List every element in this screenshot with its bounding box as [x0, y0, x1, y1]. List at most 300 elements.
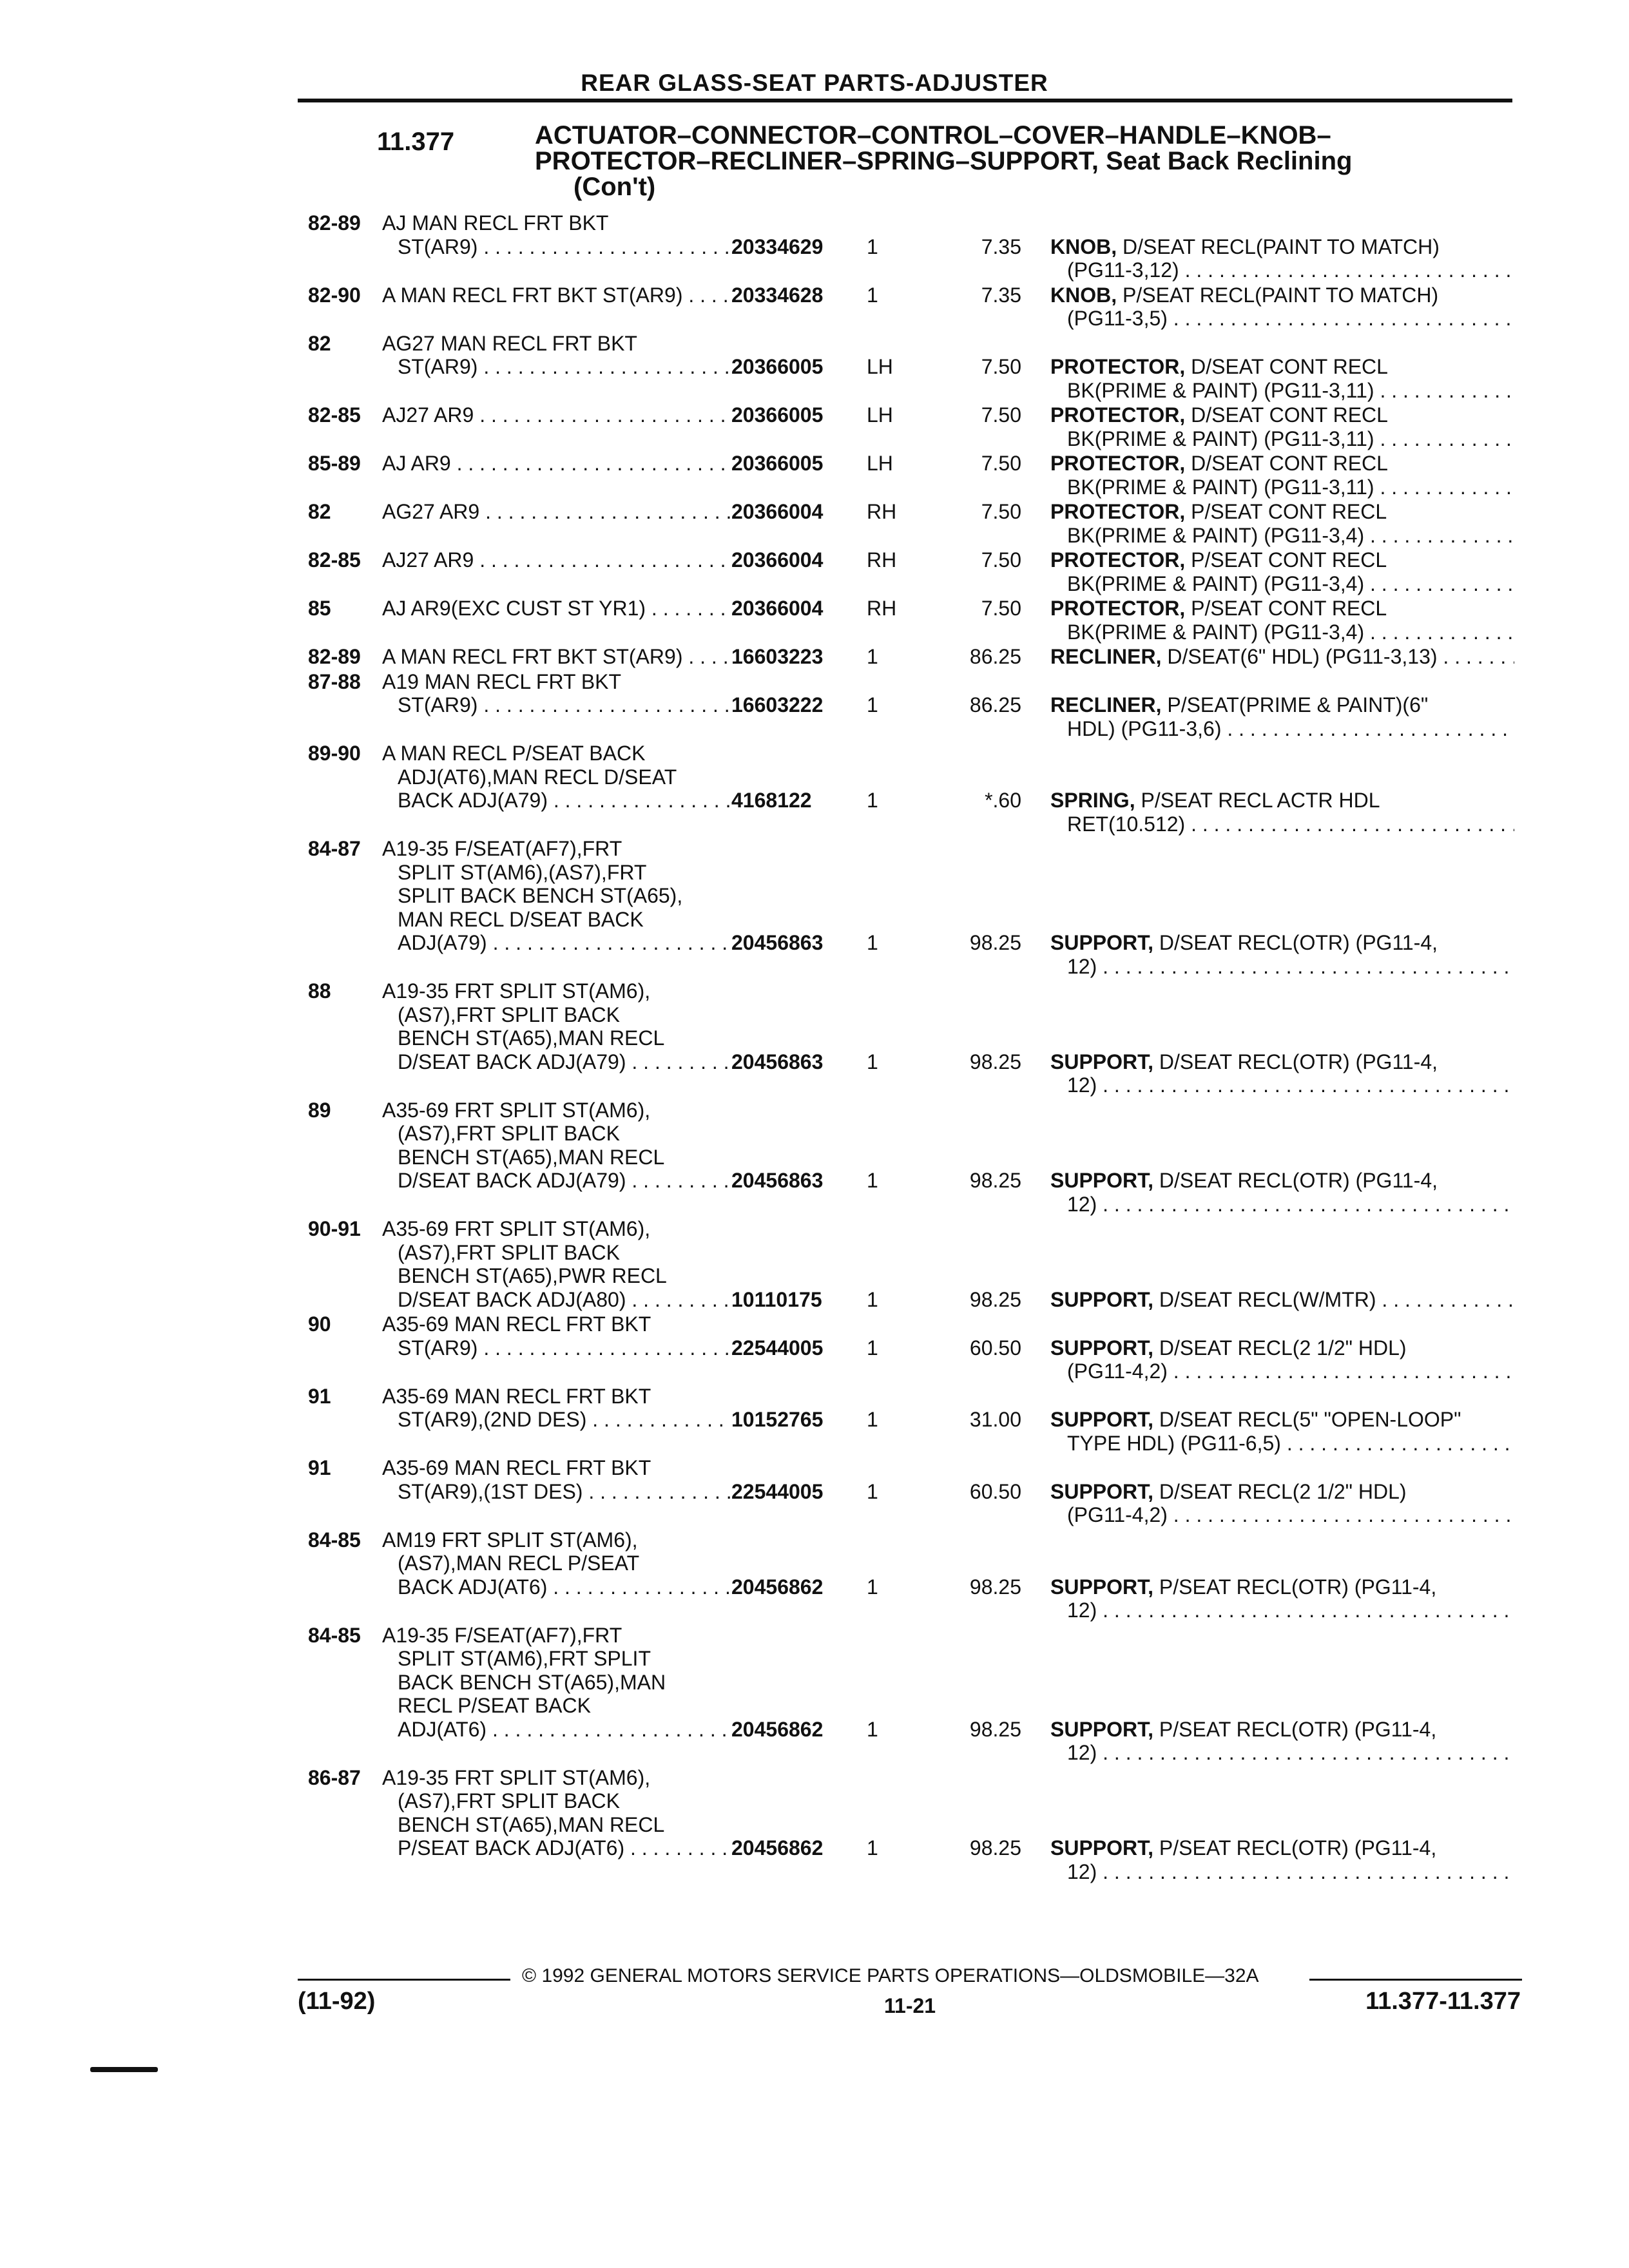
- part-description: [1050, 645, 1514, 669]
- quantity: RH: [867, 500, 897, 523]
- part-number: 22544005: [731, 1336, 824, 1360]
- part-description-line: [1050, 1193, 1514, 1216]
- part-detail: 12): [1067, 954, 1097, 978]
- part-description-line: [1050, 427, 1514, 451]
- description-line: ST(AR9),(2ND DES) . . .: [382, 1408, 730, 1432]
- quantity: 1: [867, 931, 878, 954]
- section-number: 11.377: [377, 128, 455, 156]
- description-line: SPLIT ST(AM6),FRT SPLIT: [398, 1647, 651, 1670]
- part-detail: D/SEAT CONT RECL: [1191, 452, 1388, 475]
- part-detail: P/SEAT RECL(OTR) (PG11-4,: [1159, 1836, 1437, 1860]
- part-detail: P/SEAT CONT RECL: [1191, 548, 1387, 572]
- part-name: SUPPORT,: [1050, 931, 1154, 954]
- part-detail: D/SEAT CONT RECL: [1191, 403, 1388, 427]
- part-detail: (PG11-3,12): [1067, 258, 1179, 282]
- description-line: ST(AR9),(1ST DES) . . .: [382, 1480, 730, 1504]
- price: 7.35: [981, 235, 1021, 258]
- part-description-line: [1050, 1050, 1514, 1074]
- part-description: [1050, 452, 1514, 499]
- price: 7.50: [981, 355, 1021, 378]
- table-row: [0, 1312, 1629, 1385]
- price: *.60: [985, 789, 1021, 812]
- part-name: SUPPORT,: [1050, 1575, 1154, 1599]
- table-row: [0, 1456, 1629, 1528]
- model-years: 89: [308, 1098, 331, 1122]
- footer-date: (11-92): [298, 1988, 376, 2015]
- part-detail: BK(PRIME & PAINT) (PG11-3,4): [1067, 572, 1365, 595]
- description-line: ST(AR9) . . .: [382, 355, 730, 379]
- part-description: [1050, 284, 1514, 331]
- part-description: [1050, 403, 1514, 450]
- model-years: 91: [308, 1456, 331, 1479]
- application-description: [382, 1312, 730, 1360]
- part-description-line: [1050, 258, 1514, 282]
- table-row: [0, 1766, 1629, 1885]
- description-line: SPLIT ST(AM6),(AS7),FRT: [398, 860, 647, 884]
- part-number: 4168122: [731, 789, 812, 812]
- part-description: [1050, 693, 1514, 740]
- description-line: ADJ(AT6),MAN RECL D/SEAT: [398, 765, 677, 789]
- model-years: 82: [308, 500, 331, 523]
- part-detail: HDL) (PG11-3,6): [1067, 716, 1222, 740]
- description-line: BENCH ST(A65),PWR RECL: [398, 1264, 667, 1287]
- model-years: 89-90: [308, 742, 361, 765]
- model-years: 86-87: [308, 1765, 361, 1789]
- table-row: [0, 645, 1629, 670]
- model-years: 82-89: [308, 211, 361, 235]
- application-description: [382, 332, 730, 379]
- section-title: [535, 122, 1501, 200]
- table-row: [0, 597, 1629, 645]
- part-description: [1050, 1050, 1514, 1097]
- part-number: 20366005: [731, 355, 824, 378]
- application-description: [382, 1766, 730, 1860]
- part-detail: 12): [1067, 1599, 1097, 1622]
- table-row: [0, 1217, 1629, 1312]
- application-description: [382, 211, 730, 258]
- part-number: 20334629: [731, 235, 824, 258]
- part-description-line: [1050, 1169, 1514, 1193]
- part-description: [1050, 1336, 1514, 1383]
- part-detail: D/SEAT RECL(W/MTR): [1159, 1287, 1376, 1311]
- footer-section-range: 11.377-11.377: [1365, 1988, 1521, 2015]
- description-line: (AS7),FRT SPLIT BACK: [398, 1122, 620, 1145]
- application-description: [382, 837, 730, 955]
- part-description-line: [1050, 1432, 1514, 1456]
- model-years: 84-85: [308, 1623, 361, 1647]
- part-description-line: [1050, 812, 1514, 836]
- description-line: ADJ(AT6) . . .: [382, 1718, 730, 1742]
- description-line: AM19 FRT SPLIT ST(AM6),: [382, 1528, 638, 1552]
- description-line: AJ AR9(EXC CUST ST YR1) . . .: [382, 597, 730, 620]
- part-detail: (PG11-4,2): [1067, 1360, 1168, 1383]
- quantity: 1: [867, 1575, 878, 1599]
- application-description: [382, 1528, 730, 1599]
- application-description: [382, 597, 730, 620]
- section-title-line: ACTUATOR–CONNECTOR–CONTROL–COVER–HANDLE–KNOB–: [535, 121, 1331, 149]
- price: 98.25: [969, 1836, 1021, 1860]
- table-row: [0, 1385, 1629, 1457]
- table-row: [0, 742, 1629, 837]
- part-description-line: [1050, 1836, 1514, 1860]
- part-detail: 12): [1067, 1192, 1097, 1216]
- quantity: RH: [867, 597, 897, 620]
- model-years: 82: [308, 331, 331, 355]
- parts-list: [0, 211, 1629, 1885]
- part-description-line: [1050, 789, 1514, 812]
- application-description: [382, 284, 730, 307]
- section-title-line: (Con't): [574, 173, 656, 201]
- quantity: 1: [867, 1836, 878, 1860]
- part-description: [1050, 1408, 1514, 1455]
- price: 98.25: [969, 1050, 1021, 1073]
- description-line: A MAN RECL FRT BKT ST(AR9) . . .: [382, 645, 730, 669]
- part-description-line: [1050, 1860, 1514, 1884]
- part-number: 20456862: [731, 1717, 824, 1741]
- model-years: 82-85: [308, 548, 361, 572]
- part-number: 20456863: [731, 931, 824, 954]
- part-detail: 12): [1067, 1741, 1097, 1764]
- description-line: (AS7),FRT SPLIT BACK: [398, 1240, 620, 1264]
- part-detail: P/SEAT RECL ACTR HDL: [1141, 789, 1380, 812]
- description-line: AJ27 AR9 . . .: [382, 548, 730, 572]
- price: 31.00: [969, 1408, 1021, 1431]
- part-description: [1050, 1288, 1514, 1312]
- part-description: [1050, 500, 1514, 547]
- table-row: [0, 211, 1629, 284]
- quantity: 1: [867, 1479, 878, 1503]
- part-detail: BK(PRIME & PAINT) (PG11-3,11): [1067, 475, 1374, 499]
- part-detail: D/SEAT RECL(OTR) (PG11-4,: [1159, 931, 1438, 954]
- part-detail: BK(PRIME & PAINT) (PG11-3,11): [1067, 378, 1374, 402]
- part-detail: P/SEAT RECL(OTR) (PG11-4,: [1159, 1575, 1437, 1599]
- description-line: A35-69 MAN RECL FRT BKT: [382, 1384, 651, 1408]
- application-description: [382, 548, 730, 572]
- part-detail: 12): [1067, 1860, 1097, 1883]
- part-detail: BK(PRIME & PAINT) (PG11-3,4): [1067, 620, 1365, 644]
- application-description: [382, 979, 730, 1073]
- part-description: [1050, 1480, 1514, 1527]
- model-years: 88: [308, 979, 331, 1003]
- part-detail: D/SEAT RECL(2 1/2" HDL): [1159, 1479, 1407, 1503]
- description-line: A19 MAN RECL FRT BKT: [382, 669, 622, 693]
- description-line: A19-35 FRT SPLIT ST(AM6),: [382, 979, 651, 1003]
- table-row: [0, 500, 1629, 548]
- description-line: A MAN RECL FRT BKT ST(AR9) . . .: [382, 284, 730, 307]
- part-name: PROTECTOR,: [1050, 452, 1186, 475]
- table-row: [0, 1099, 1629, 1218]
- part-name: SUPPORT,: [1050, 1169, 1154, 1192]
- price: 86.25: [969, 645, 1021, 668]
- part-number: 20456862: [731, 1836, 824, 1860]
- part-detail: P/SEAT RECL(PAINT TO MATCH): [1123, 283, 1439, 307]
- description-line: AJ MAN RECL FRT BKT: [382, 211, 609, 235]
- part-detail: (PG11-3,5): [1067, 307, 1168, 330]
- application-description: [382, 452, 730, 476]
- application-description: [382, 403, 730, 427]
- price: 7.50: [981, 403, 1021, 427]
- quantity: 1: [867, 1050, 878, 1073]
- part-description: [1050, 1575, 1514, 1622]
- part-number: 16603222: [731, 693, 824, 716]
- part-description-line: [1050, 1503, 1514, 1527]
- part-description-line: [1050, 548, 1514, 572]
- part-description-line: [1050, 476, 1514, 499]
- part-description-line: [1050, 1718, 1514, 1742]
- part-description-line: [1050, 1408, 1514, 1432]
- description-line: (AS7),FRT SPLIT BACK: [398, 1789, 620, 1812]
- description-line: ST(AR9) . . .: [382, 693, 730, 717]
- part-name: RECLINER,: [1050, 645, 1162, 668]
- price: 98.25: [969, 1287, 1021, 1311]
- model-years: 82-89: [308, 645, 361, 668]
- part-detail: D/SEAT CONT RECL: [1191, 355, 1388, 378]
- model-years: 85-89: [308, 452, 361, 475]
- description-line: A MAN RECL P/SEAT BACK: [382, 742, 646, 765]
- part-name: PROTECTOR,: [1050, 548, 1186, 572]
- part-description-line: [1050, 500, 1514, 524]
- application-description: [382, 500, 730, 524]
- part-number: 20334628: [731, 283, 824, 307]
- description-line: A19-35 F/SEAT(AF7),FRT: [382, 837, 622, 860]
- part-number: 20366005: [731, 452, 824, 475]
- part-detail: 12): [1067, 1073, 1097, 1097]
- description-line: D/SEAT BACK ADJ(A80) . . .: [382, 1288, 730, 1312]
- part-detail: P/SEAT(PRIME & PAINT)(6": [1167, 693, 1429, 716]
- part-name: PROTECTOR,: [1050, 597, 1186, 620]
- part-name: KNOB,: [1050, 283, 1117, 307]
- part-description-line: [1050, 1480, 1514, 1504]
- model-years: 90-91: [308, 1217, 361, 1240]
- quantity: 1: [867, 1287, 878, 1311]
- part-description-line: [1050, 1288, 1514, 1312]
- description-line: ST(AR9) . . .: [382, 235, 730, 259]
- application-description: [382, 1624, 730, 1742]
- part-number: 22544005: [731, 1479, 824, 1503]
- model-years: 82-90: [308, 283, 361, 307]
- part-name: SUPPORT,: [1050, 1836, 1154, 1860]
- part-name: PROTECTOR,: [1050, 355, 1186, 378]
- part-number: 16603223: [731, 645, 824, 668]
- part-description-line: [1050, 403, 1514, 427]
- description-line: A19-35 F/SEAT(AF7),FRT: [382, 1623, 622, 1647]
- part-description-line: [1050, 307, 1514, 331]
- part-name: PROTECTOR,: [1050, 403, 1186, 427]
- quantity: LH: [867, 403, 893, 427]
- part-number: 20366004: [731, 500, 824, 523]
- part-description-line: [1050, 1575, 1514, 1599]
- description-line: A35-69 MAN RECL FRT BKT: [382, 1456, 651, 1479]
- table-row: [0, 1528, 1629, 1624]
- description-line: (AS7),FRT SPLIT BACK: [398, 1003, 620, 1026]
- part-description-line: [1050, 524, 1514, 548]
- part-number: 20456863: [731, 1169, 824, 1192]
- part-description: [1050, 597, 1514, 644]
- quantity: 1: [867, 645, 878, 668]
- part-name: SUPPORT,: [1050, 1287, 1154, 1311]
- description-line: BENCH ST(A65),MAN RECL: [398, 1145, 665, 1169]
- part-description-line: [1050, 284, 1514, 307]
- quantity: 1: [867, 1408, 878, 1431]
- description-line: ADJ(A79) . . .: [382, 931, 730, 955]
- part-description-line: [1050, 1599, 1514, 1622]
- part-description-line: [1050, 597, 1514, 620]
- part-name: KNOB,: [1050, 235, 1117, 258]
- description-line: AJ27 AR9 . . .: [382, 403, 730, 427]
- price: 60.50: [969, 1479, 1021, 1503]
- description-line: BACK ADJ(A79) . . .: [382, 789, 730, 812]
- description-line: A35-69 FRT SPLIT ST(AM6),: [382, 1217, 651, 1240]
- table-row: [0, 837, 1629, 979]
- part-name: SUPPORT,: [1050, 1050, 1154, 1073]
- table-row: [0, 332, 1629, 404]
- quantity: RH: [867, 548, 897, 572]
- part-name: SUPPORT,: [1050, 1408, 1154, 1431]
- description-line: AJ AR9 . . .: [382, 452, 730, 476]
- price: 98.25: [969, 1575, 1021, 1599]
- part-description-line: [1050, 1360, 1514, 1383]
- description-line: D/SEAT BACK ADJ(A79) . . .: [382, 1050, 730, 1074]
- part-number: 10110175: [731, 1287, 822, 1311]
- description-line: BENCH ST(A65),MAN RECL: [398, 1812, 665, 1836]
- application-description: [382, 1217, 730, 1311]
- part-number: 20456863: [731, 1050, 824, 1073]
- part-description-line: [1050, 717, 1514, 741]
- price: 7.50: [981, 597, 1021, 620]
- description-line: (AS7),MAN RECL P/SEAT: [398, 1552, 640, 1575]
- part-detail: TYPE HDL) (PG11-6,5): [1067, 1431, 1281, 1455]
- part-description-line: [1050, 379, 1514, 403]
- part-detail: P/SEAT RECL(OTR) (PG11-4,: [1159, 1717, 1437, 1741]
- table-row: [0, 284, 1629, 332]
- part-name: SUPPORT,: [1050, 1336, 1154, 1360]
- table-row: [0, 548, 1629, 597]
- table-row: [0, 403, 1629, 452]
- description-line: AG27 AR9 . . .: [382, 500, 730, 524]
- part-description-line: [1050, 645, 1514, 669]
- part-number: 10152765: [731, 1408, 824, 1431]
- part-description-line: [1050, 693, 1514, 717]
- table-row: [0, 979, 1629, 1099]
- part-detail: D/SEAT(6" HDL) (PG11-3,13): [1167, 645, 1438, 668]
- part-detail: RET(10.512): [1067, 812, 1186, 836]
- part-detail: D/SEAT RECL(OTR) (PG11-4,: [1159, 1050, 1438, 1073]
- part-description-line: [1050, 620, 1514, 644]
- part-description-line: [1050, 931, 1514, 955]
- description-line: A35-69 MAN RECL FRT BKT: [382, 1312, 651, 1336]
- description-line: BENCH ST(A65),MAN RECL: [398, 1026, 665, 1050]
- part-detail: D/SEAT RECL(OTR) (PG11-4,: [1159, 1169, 1438, 1192]
- description-line: P/SEAT BACK ADJ(AT6) . . .: [382, 1836, 730, 1860]
- price: 60.50: [969, 1336, 1021, 1360]
- description-line: MAN RECL D/SEAT BACK: [398, 907, 644, 931]
- part-detail: (PG11-4,2): [1067, 1503, 1168, 1526]
- quantity: LH: [867, 452, 893, 475]
- price: 7.50: [981, 452, 1021, 475]
- part-description: [1050, 789, 1514, 836]
- price: 98.25: [969, 1169, 1021, 1192]
- part-description: [1050, 548, 1514, 595]
- application-description: [382, 1099, 730, 1193]
- part-detail: P/SEAT CONT RECL: [1191, 500, 1387, 523]
- part-description-line: [1050, 1336, 1514, 1360]
- price: 7.50: [981, 548, 1021, 572]
- part-description-line: [1050, 955, 1514, 979]
- model-years: 87-88: [308, 669, 361, 693]
- quantity: 1: [867, 235, 878, 258]
- part-detail: D/SEAT RECL(5" "OPEN-LOOP": [1159, 1408, 1461, 1431]
- price: 86.25: [969, 693, 1021, 716]
- part-number: 20456862: [731, 1575, 824, 1599]
- quantity: LH: [867, 355, 893, 378]
- part-description: [1050, 931, 1514, 978]
- part-description-line: [1050, 572, 1514, 596]
- footer-rule-left: [298, 1979, 510, 1981]
- part-name: RECLINER,: [1050, 693, 1162, 716]
- part-description-line: [1050, 1741, 1514, 1765]
- quantity: 1: [867, 1169, 878, 1192]
- quantity: 1: [867, 1717, 878, 1741]
- table-row: [0, 1624, 1629, 1766]
- application-description: [382, 1456, 730, 1503]
- scan-mark: [90, 2067, 158, 2072]
- part-detail: D/SEAT RECL(2 1/2" HDL): [1159, 1336, 1407, 1360]
- description-line: D/SEAT BACK ADJ(A79) . . .: [382, 1169, 730, 1193]
- model-years: 84-85: [308, 1528, 361, 1552]
- model-years: 85: [308, 597, 331, 620]
- part-detail: BK(PRIME & PAINT) (PG11-3,4): [1067, 523, 1365, 547]
- part-detail: P/SEAT CONT RECL: [1191, 597, 1387, 620]
- description-line: A35-69 FRT SPLIT ST(AM6),: [382, 1098, 651, 1122]
- footer-rule-right: [1309, 1979, 1522, 1981]
- model-years: 90: [308, 1312, 331, 1336]
- part-name: SUPPORT,: [1050, 1717, 1154, 1741]
- description-line: A19-35 FRT SPLIT ST(AM6),: [382, 1765, 651, 1789]
- part-detail: D/SEAT RECL(PAINT TO MATCH): [1123, 235, 1440, 258]
- description-line: BACK ADJ(AT6) . . .: [382, 1575, 730, 1599]
- footer-page-number: 11-21: [884, 1994, 936, 2017]
- header-rule: [298, 99, 1512, 102]
- description-line: AG27 MAN RECL FRT BKT: [382, 331, 637, 355]
- part-number: 20366005: [731, 403, 824, 427]
- part-name: PROTECTOR,: [1050, 500, 1186, 523]
- footer-copyright: © 1992 GENERAL MOTORS SERVICE PARTS OPERATIONS—OLDSMOBILE—32A: [522, 1965, 1259, 1986]
- part-description-line: [1050, 452, 1514, 476]
- table-row: [0, 452, 1629, 500]
- part-description: [1050, 1718, 1514, 1765]
- description-line: SPLIT BACK BENCH ST(A65),: [398, 884, 683, 907]
- application-description: [382, 670, 730, 717]
- part-name: SUPPORT,: [1050, 1479, 1154, 1503]
- section-title-line: PROTECTOR–RECLINER–SPRING–SUPPORT, Seat Back Reclining: [535, 147, 1353, 175]
- description-line: ST(AR9) . . .: [382, 1336, 730, 1360]
- part-description-line: [1050, 1073, 1514, 1097]
- part-number: 20366004: [731, 548, 824, 572]
- price: 7.50: [981, 500, 1021, 523]
- quantity: 1: [867, 789, 878, 812]
- part-description-line: [1050, 355, 1514, 379]
- part-detail: BK(PRIME & PAINT) (PG11-3,11): [1067, 427, 1374, 450]
- application-description: [382, 742, 730, 812]
- price: 7.35: [981, 283, 1021, 307]
- quantity: 1: [867, 1336, 878, 1360]
- quantity: 1: [867, 283, 878, 307]
- table-row: [0, 670, 1629, 742]
- price: 98.25: [969, 1717, 1021, 1741]
- part-name: SPRING,: [1050, 789, 1135, 812]
- model-years: 84-87: [308, 837, 361, 860]
- part-description: [1050, 355, 1514, 402]
